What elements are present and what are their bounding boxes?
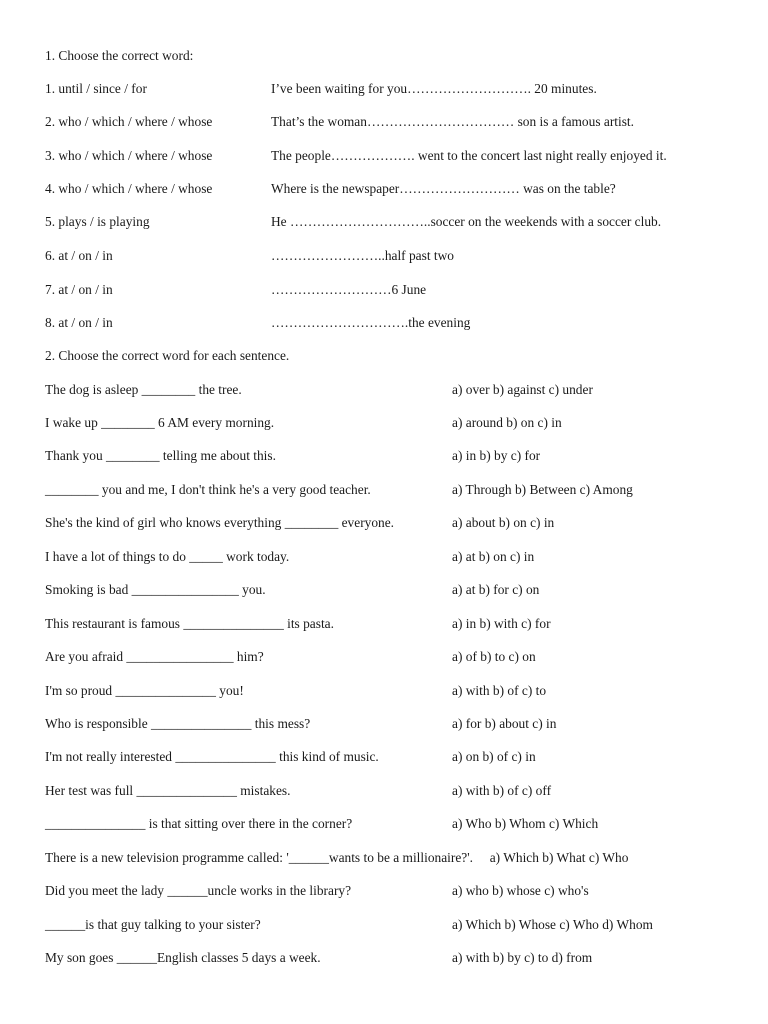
item-choices: a) around b) on c) in [452,415,562,430]
item-sentence: Where is the newspaper……………………… was on the table? [271,181,616,196]
item-sentence: Did you meet the lady ______uncle works in the library? [45,883,352,898]
item-sentence: Are you afraid ________________ him? [45,649,264,664]
item-sentence: Thank you ________ telling me about this. [45,448,276,463]
item-sentence: Her test was full _______________ mistakes. [45,783,291,798]
item-sentence: ……………………..half past two [271,248,454,263]
item-sentence: Who is responsible _______________ this mess? [45,716,311,731]
item-sentence: I have a lot of things to do _____ work today. [45,549,290,564]
item-sentence: He …………………………..soccer on the weekends with a soccer club. [271,214,662,229]
item-sentence: The dog is asleep ________ the tree. [45,382,242,397]
item-choices: a) with b) by c) to d) from [452,950,593,965]
item-choices: a) who b) whose c) who's [452,883,589,898]
item-options: 2. who / which / where / whose [45,114,213,129]
item-options: 7. at / on / in [45,282,113,297]
item-choices: a) on b) of c) in [452,749,536,764]
item-choices: a) in b) with c) for [452,616,551,631]
item-choices: a) at b) on c) in [452,549,535,564]
item-choices: a) at b) for c) on [452,582,540,597]
item-sentence: I'm not really interested _______________ this kind of music. [45,749,379,764]
item-choices: a) Who b) Whom c) Which [452,816,599,831]
item-sentence: ______is that guy talking to your sister? [45,917,261,932]
item-sentence: My son goes ______English classes 5 days a week. [45,950,321,965]
item-sentence: I’ve been waiting for you………………………. 20 minutes. [271,81,597,96]
item-sentence: This restaurant is famous _______________ its pasta. [45,616,334,631]
item-choices: a) with b) of c) off [452,783,552,798]
item-options: 6. at / on / in [45,248,113,263]
section2-long-item: There is a new television programme called: '______wants to be a millionaire?'. a) Which b) What c) Who [45,850,629,865]
item-sentence: She's the kind of girl who knows everything ________ everyone. [45,515,395,530]
item-sentence: ………………………6 June [271,282,427,297]
item-sentence: That’s the woman…………………………… son is a famous artist. [271,114,634,129]
item-options: 1. until / since / for [45,81,147,96]
item-sentence: The people………………. went to the concert last night really enjoyed it. [271,148,667,163]
item-choices: a) over b) against c) under [452,382,593,397]
item-sentence: I'm so proud _______________ you! [45,683,244,698]
section2-heading: 2. Choose the correct word for each sentence. [45,348,290,363]
section1-heading: 1. Choose the correct word: [45,48,194,63]
item-options: 5. plays / is playing [45,214,150,229]
item-sentence: _______________ is that sitting over there in the corner? [45,816,353,831]
item-sentence: Smoking is bad ________________ you. [45,582,266,597]
item-choices: a) about b) on c) in [452,515,555,530]
item-options: 8. at / on / in [45,315,113,330]
item-choices: a) Which b) Whose c) Who d) Whom [452,917,653,932]
item-choices: a) with b) of c) to [452,683,547,698]
item-choices: a) for b) about c) in [452,716,557,731]
item-options: 3. who / which / where / whose [45,148,213,163]
item-choices: a) Through b) Between c) Among [452,482,633,497]
item-sentence: ________ you and me, I don't think he's a very good teacher. [45,482,371,497]
item-choices: a) in b) by c) for [452,448,541,463]
item-sentence: ………………………….the evening [271,315,471,330]
item-choices: a) of b) to c) on [452,649,536,664]
item-options: 4. who / which / where / whose [45,181,213,196]
item-sentence: I wake up ________ 6 AM every morning. [45,415,275,430]
